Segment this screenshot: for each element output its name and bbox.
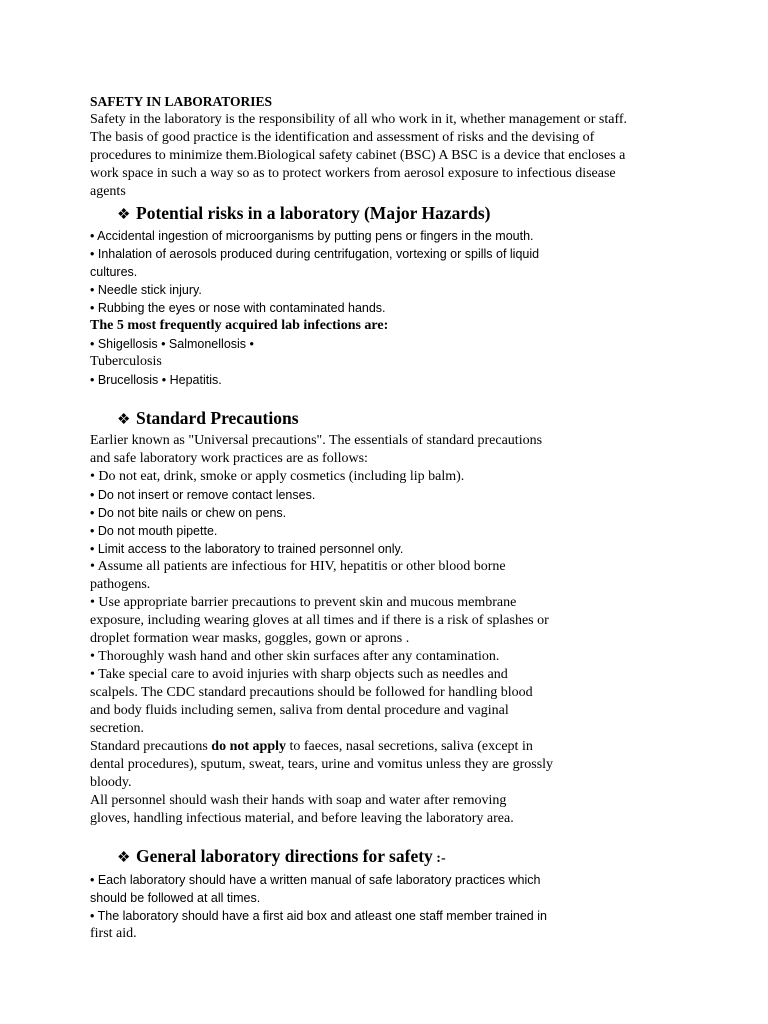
paragraph-line: All personnel should wash their hands with soap and water after removing <box>90 793 507 808</box>
heading-suffix: :- <box>432 851 446 866</box>
paragraph-line: bloody. <box>90 775 132 790</box>
intro-line: work space in such a way so as to protect workers from aerosol exposure to infectious disease <box>90 166 616 181</box>
diamond-bullet-icon: ❖ <box>117 207 131 223</box>
not-apply-before: Standard precautions <box>90 739 212 754</box>
list-item: cultures. <box>90 265 138 279</box>
list-item: pathogens. <box>90 577 151 592</box>
list-item: • Rubbing the eyes or nose with contaminated hands. <box>90 301 386 315</box>
list-item: • Needle stick injury. <box>90 283 202 297</box>
list-item: • Assume all patients are infectious for HIV, hepatitis or other blood borne <box>90 559 506 574</box>
spacer <box>90 389 690 406</box>
section-heading-major-hazards <box>90 201 690 227</box>
list-item: Tuberculosis <box>90 354 162 369</box>
list-item: • Accidental ingestion of microorganisms by putting pens or fingers in the mouth. <box>90 229 534 243</box>
intro-line: procedures to minimize them.Biological safety cabinet (BSC) A BSC is a device that encloses a <box>90 148 626 163</box>
intro-line: agents <box>90 184 126 199</box>
not-apply-after: to faeces, nasal secretions, saliva (except in <box>286 739 533 754</box>
list-item: • Each laboratory should have a written manual of safe laboratory practices which <box>90 873 541 887</box>
section-heading-standard-precautions <box>90 406 690 432</box>
spacer <box>90 828 690 844</box>
list-item: • Do not bite nails or chew on pens. <box>90 506 287 520</box>
list-item: • Limit access to the laboratory to trained personnel only. <box>90 542 404 556</box>
diamond-bullet-icon: ❖ <box>117 412 131 428</box>
list-item: • Shigellosis • Salmonellosis • <box>90 337 254 351</box>
list-item: exposure, including wearing gloves at all times and if there is a risk of splashes or <box>90 613 549 628</box>
heading-text: General laboratory directions for safety <box>136 846 433 866</box>
list-item: • Thoroughly wash hand and other skin surfaces after any contamination. <box>90 649 500 664</box>
intro-line: The basis of good practice is the identification and assessment of risks and the devising of <box>90 130 595 145</box>
list-item: • Take special care to avoid injuries with sharp objects such as needles and <box>90 667 508 682</box>
document-title: SAFETY IN LABORATORIES <box>90 94 273 109</box>
intro-line: Safety in the laboratory is the responsibility of all who work in it, whether management or staff. <box>90 112 628 127</box>
paragraph-line: gloves, handling infectious material, and before leaving the laboratory area. <box>90 811 514 826</box>
section-heading-general-directions <box>90 844 690 871</box>
heading-text: Potential risks in a laboratory (Major Hazards) <box>136 203 491 223</box>
document-body <box>90 93 690 943</box>
paragraph-line: and safe laboratory work practices are as follows: <box>90 451 368 466</box>
list-item: • Do not eat, drink, smoke or apply cosmetics (including lip balm). <box>90 469 465 484</box>
list-item: • Do not mouth pipette. <box>90 524 218 538</box>
list-item: • Brucellosis • Hepatitis. <box>90 373 222 387</box>
not-apply-emphasis: do not apply <box>211 739 286 754</box>
list-item: • Inhalation of aerosols produced during centrifugation, vortexing or spills of liquid <box>90 247 540 261</box>
list-item: • Use appropriate barrier precautions to prevent skin and mucous membrane <box>90 595 517 610</box>
paragraph-line: dental procedures), sputum, sweat, tears, urine and vomitus unless they are grossly <box>90 757 554 772</box>
list-item: first aid. <box>90 926 137 941</box>
list-item: and body fluids including semen, saliva from dental procedure and vaginal <box>90 703 509 718</box>
list-item: droplet formation wear masks, goggles, gown or aprons . <box>90 631 410 646</box>
paragraph-line: Earlier known as "Universal precautions". The essentials of standard precautions <box>90 433 543 448</box>
list-item: should be followed at all times. <box>90 891 261 905</box>
list-item: secretion. <box>90 721 145 736</box>
not-apply-line <box>90 738 690 756</box>
diamond-bullet-icon: ❖ <box>117 850 131 866</box>
list-item: • The laboratory should have a first aid box and atleast one staff member trained in <box>90 909 547 923</box>
list-item: • Do not insert or remove contact lenses. <box>90 488 316 502</box>
list-item: scalpels. The CDC standard precautions should be followed for handling blood <box>90 685 533 700</box>
infections-subheading: The 5 most frequently acquired lab infections are: <box>90 318 389 333</box>
heading-text: Standard Precautions <box>136 408 299 428</box>
